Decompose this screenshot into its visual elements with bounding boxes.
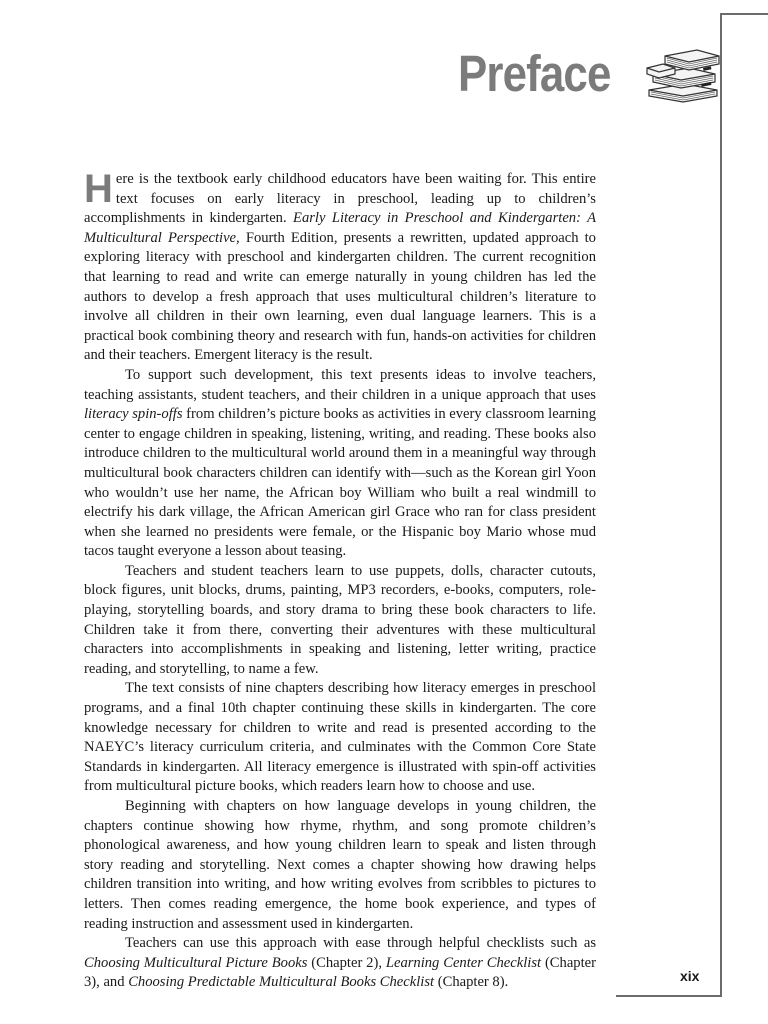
drop-cap: H — [84, 167, 113, 211]
body-text-run: (Chapter 8). — [434, 974, 509, 991]
body-text-run: (Chapter 3), and — [84, 954, 597, 991]
page-heading: Preface — [458, 45, 611, 102]
italic-title-text: Early Literacy in Preschool and Kindergarten: A Multicultural Perspective, — [84, 210, 597, 246]
body-text-run: ere is the textbook early childhood educators have been waiting for. This entire text focuses on early literacy in preschool, leading up to children’s accomplishments in kindergarten. — [84, 171, 596, 227]
page-number: xix — [680, 968, 700, 984]
page-edge-rule-side — [720, 13, 722, 996]
body-text-run: Teachers can use this approach with ease through helpful checklists such as — [125, 935, 596, 952]
paragraph — [84, 679, 596, 797]
body-text-run: The text consists of nine chapters describing how literacy emerges in preschool programs, and a final 10th chapter continuing these skills in kindergarten. The core knowledge necessary for children to write and read is presented according to the NAEYC’s literacy curriculum criteria, and culminates with the Common Core State Standards in kindergarten. All literacy emergence is illustrated with spin-off activities from multicultural picture books, which readers learn how to choose and use. — [84, 680, 596, 795]
paragraph — [84, 366, 596, 562]
preface-body — [84, 167, 597, 993]
body-text-run: Teachers and student teachers learn to use puppets, dolls, character cutouts, block figures, unit blocks, drums, painting, MP3 recorders, e-books, computers, role-playing, storytelling boards, and story drama to bring these book characters to life. Children take it from there, converting their adventures with these multicultural characters into accomplishments in speaking and listening, letter writing, practice reading, and storytelling, to name a few. — [84, 562, 596, 677]
paragraph — [84, 562, 596, 680]
body-text-run: Fourth Edition, presents a rewritten, updated approach to exploring literacy with preschool and kindergarten children. The current recognition that learning to read and write can emerge naturally in young children has led the authors to develop a fresh approach that uses multicultural children’s literature to involve all children in their own learning, even dual language learners. This is a practical book combining theory and research with fun, hands-on activities for children and their teachers. Emergent literacy is the result. — [84, 229, 596, 364]
page-edge-rule-top — [720, 13, 768, 15]
body-text-run: from children’s picture books as activities in every classroom learning center to engage children in speaking, listening, writing, and reading. These books also introduce children to the multicultural world around them in a meaningful way through multicultural book characters children can identify with—such as the Korean girl Yoon who wouldn’t use her name, the African boy William who built a real windmill to electrify his dark village, the African American girl Grace who ran for class president when she learned no presidents were female, or the Hispanic boy Mario whose mud tacos taught everyone a lesson about teasing. — [84, 406, 596, 560]
paragraph — [84, 934, 596, 993]
italic-title-text: Choosing Predictable Multicultural Books Checklist — [128, 974, 435, 991]
body-text-run: Beginning with chapters on how language develops in young children, the chapters continue showing how rhyme, rhythm, and song promote children’s phonological awareness, and how young children learn to speak and listen through story reading and storytelling. Next comes a chapter showing how drawing helps children transition into writing, and how writing evolves from scribbles to pictures to letters. Then comes reading emergence, the home book experience, and types of reading instruction and assessment used in kindergarten. — [84, 798, 596, 932]
italic-title-text: Choosing Multicultural Picture Books — [84, 954, 308, 971]
paragraph — [84, 167, 597, 366]
body-text-run: (Chapter 2), — [307, 954, 386, 971]
italic-title-text: Learning Center Checklist — [385, 954, 542, 971]
paragraph — [84, 797, 596, 934]
page-edge-rule-bottom — [616, 995, 722, 997]
italic-title-text: literacy spin-offs — [84, 406, 183, 423]
body-text-run: To support such development, this text presents ideas to involve teachers, teaching assistants, student teachers, and their children in a unique approach that uses — [84, 366, 596, 403]
stacked-books-icon — [645, 44, 721, 104]
